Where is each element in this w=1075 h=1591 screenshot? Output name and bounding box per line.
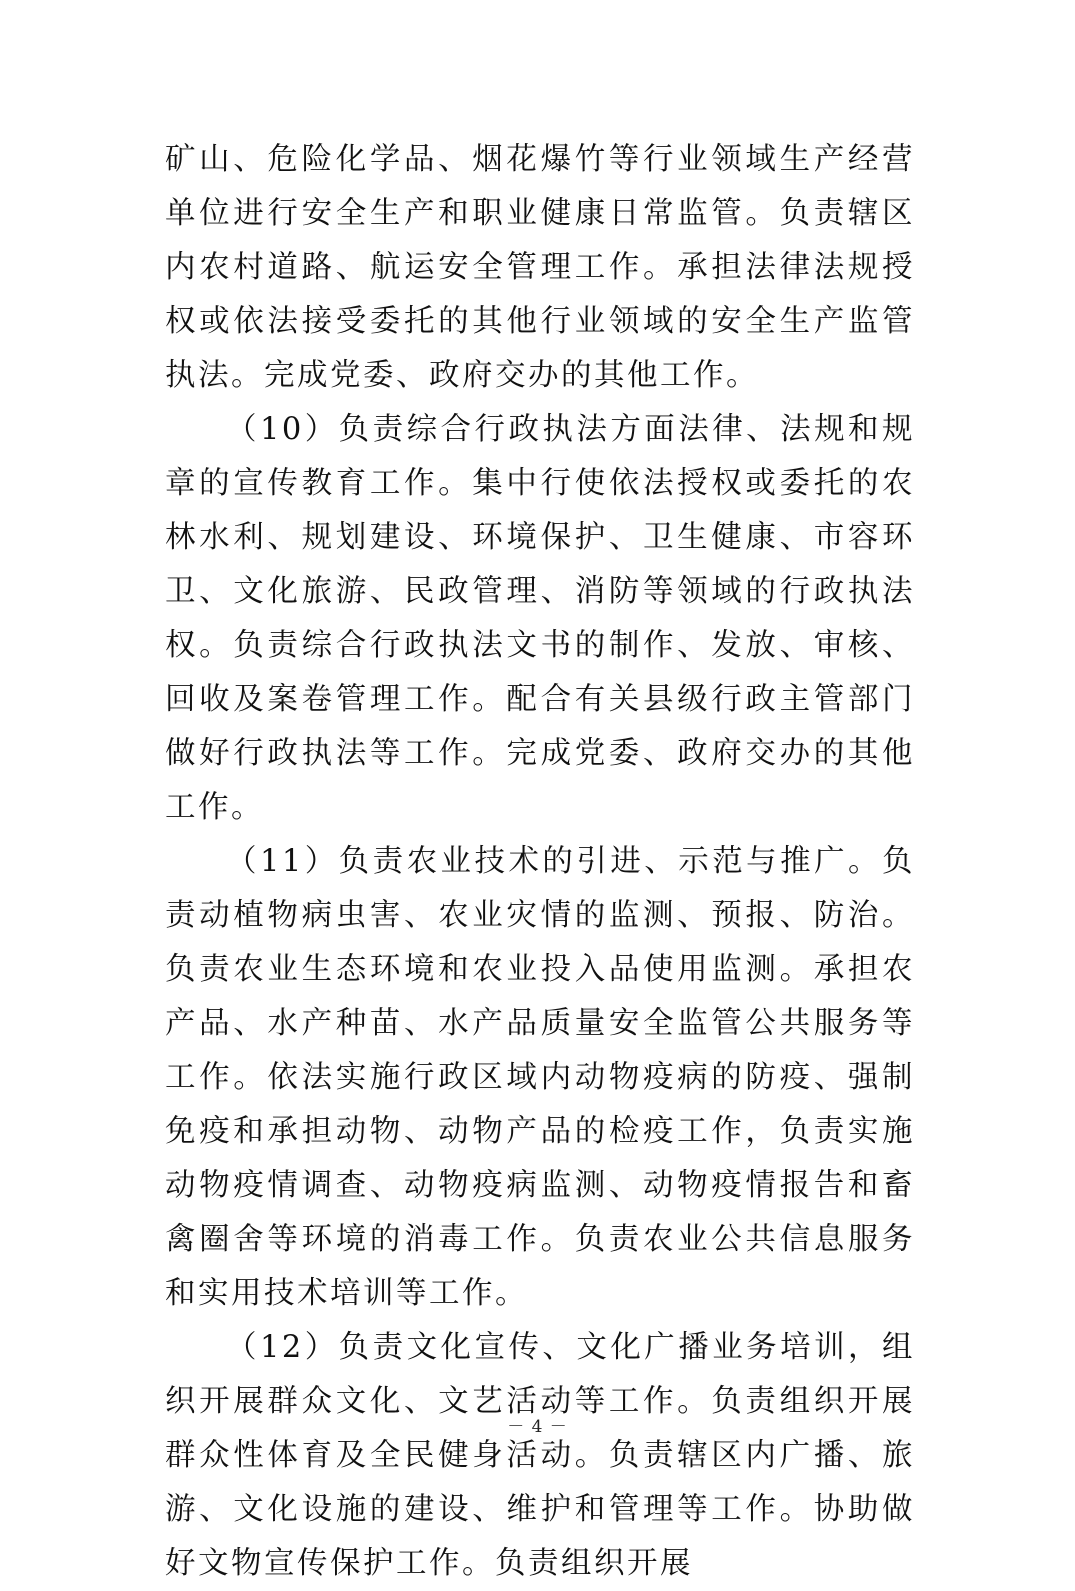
paragraph-item-10: （10）负责综合行政执法方面法律、法规和规章的宣传教育工作。集中行使依法授权或委托的农林水利、规划建设、环境保护、卫生健康、市容环卫、文化旅游、民政管理、消防等领域的行政执法权。负责综合行政执法文书的制作、发放、审核、回收及案卷管理工作。配合有关县级行政主管部门做好行政执法等工作。完成党委、政府交办的其他工作。 [165,412,915,825]
document-body [165,133,915,1591]
paragraph-item-12: （12）负责文化宣传、文化广播业务培训，组织开展群众文化、文艺活动等工作。负责组织开展群众性体育及全民健身活动。负责辖区内广播、旅游、文化设施的建设、维护和管理等工作。协助做好文物宣传保护工作。负责组织开展 [165,1330,915,1581]
page-number: － 4 － [507,1417,568,1437]
paragraph-continued: 矿山、危险化学品、烟花爆竹等行业领域生产经营单位进行安全生产和职业健康日常监管。负责辖区内农村道路、航运安全管理工作。承担法律法规授权或依法接受委托的其他行业领域的安全生产监管执法。完成党委、政府交办的其他工作。 [165,142,915,393]
paragraph-item-11: （11）负责农业技术的引进、示范与推广。负责动植物病虫害、农业灾情的监测、预报、防治。负责农业生态环境和农业投入品使用监测。承担农产品、水产种苗、水产品质量安全监管公共服务等工作。依法实施行政区域内动物疫病的防疫、强制免疫和承担动物、动物产品的检疫工作，负责实施动物疫情调查、动物疫病监测、动物疫情报告和畜禽圈舍等环境的消毒工作。负责农业公共信息服务和实用技术培训等工作。 [165,844,915,1311]
